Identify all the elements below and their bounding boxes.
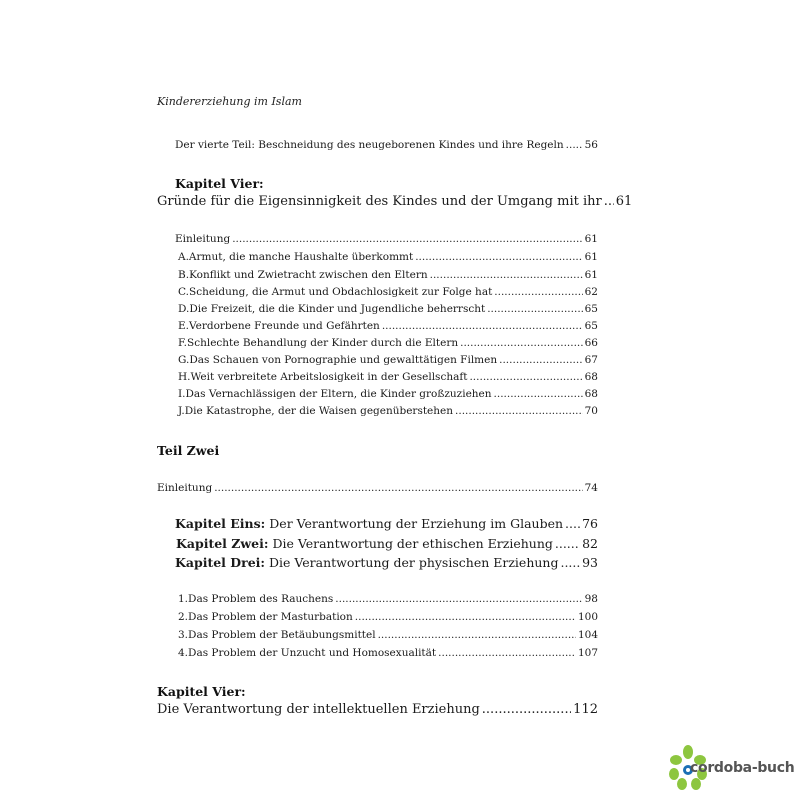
toc-page-number: 61 bbox=[584, 269, 598, 281]
toc-entry-marker: I. bbox=[178, 388, 186, 400]
toc-entry bbox=[178, 371, 598, 383]
dot-leader bbox=[565, 516, 580, 531]
toc-entry-text: Einleitung bbox=[175, 233, 231, 245]
toc-page-number: 107 bbox=[577, 647, 598, 659]
running-header: Kindererziehung im Islam bbox=[157, 95, 302, 108]
chapter-heading: Kapitel Vier: bbox=[175, 176, 264, 191]
toc-entry-text: Die Katastrophe, der die Waisen gegenüberstehen bbox=[184, 405, 454, 417]
toc-page-number: 74 bbox=[584, 482, 598, 494]
toc-page-number: 68 bbox=[584, 371, 598, 383]
toc-entry bbox=[178, 269, 598, 281]
toc-entry-text: Das Problem der Masturbation bbox=[188, 611, 353, 623]
toc-entry bbox=[157, 194, 633, 209]
toc-page-number: 61 bbox=[584, 233, 598, 245]
toc-entry-text: Konflikt und Zwietracht zwischen den Eltern bbox=[189, 269, 428, 281]
toc-page-number: 100 bbox=[577, 611, 598, 623]
dot-leader bbox=[415, 251, 582, 263]
toc-page-number: 62 bbox=[584, 286, 598, 298]
dot-leader bbox=[430, 269, 583, 281]
toc-page-number: 76 bbox=[582, 516, 598, 531]
toc-entry-text: Gründe für die Eigensinnigkeit des Kindes und der Umgang mit ihr bbox=[157, 194, 602, 209]
toc-page-number: 98 bbox=[584, 593, 598, 605]
toc-entry bbox=[178, 320, 598, 332]
toc-entry-marker: C. bbox=[178, 286, 189, 298]
toc-page-number: 65 bbox=[584, 320, 598, 332]
dot-leader bbox=[604, 194, 614, 209]
dot-leader bbox=[355, 611, 576, 623]
dot-leader bbox=[482, 702, 571, 717]
toc-page-number: 66 bbox=[584, 337, 598, 349]
toc-entry bbox=[178, 388, 598, 400]
toc-page-number: 61 bbox=[615, 194, 633, 209]
dot-leader bbox=[499, 354, 583, 366]
toc-entry-text: Die Verantwortung der ethischen Erziehung bbox=[268, 536, 553, 551]
toc-entry bbox=[157, 702, 598, 717]
dot-leader bbox=[487, 303, 582, 315]
toc-entry-marker: 2. bbox=[178, 611, 189, 623]
toc-entry bbox=[178, 611, 598, 623]
dot-leader bbox=[566, 139, 583, 151]
toc-entry-marker: H. bbox=[178, 371, 191, 383]
toc-entry bbox=[178, 593, 598, 605]
dot-leader bbox=[494, 286, 582, 298]
toc-entry-text: Die Verantwortung der physischen Erziehung bbox=[265, 555, 559, 570]
toc-page-number: 93 bbox=[582, 555, 598, 570]
toc-entry-marker: E. bbox=[178, 320, 190, 332]
part-heading: Teil Zwei bbox=[157, 443, 220, 458]
logo-text: cordoba-buch bbox=[690, 760, 795, 776]
toc-entry-marker: J. bbox=[178, 405, 185, 417]
toc-entry-text: Das Schauen von Pornographie und gewalttätigen Filmen bbox=[189, 354, 498, 366]
toc-entry bbox=[178, 405, 598, 417]
chapter-label: Kapitel Drei: bbox=[175, 555, 266, 570]
dot-leader bbox=[438, 647, 576, 659]
toc-entry-marker: B. bbox=[178, 269, 190, 281]
toc-entry bbox=[178, 337, 598, 349]
dot-leader bbox=[335, 593, 582, 605]
toc-page-number: 112 bbox=[573, 702, 598, 717]
dot-leader bbox=[455, 405, 583, 417]
toc-entry-marker: A. bbox=[178, 251, 189, 263]
dot-leader bbox=[378, 629, 576, 641]
toc-entry-marker: 4. bbox=[178, 647, 189, 659]
toc-entry-marker: 1. bbox=[178, 593, 189, 605]
toc-page-number: 68 bbox=[584, 388, 598, 400]
toc-entry-text: Verdorbene Freunde und Gefährten bbox=[189, 320, 380, 332]
dot-leader bbox=[460, 337, 583, 349]
dot-leader bbox=[469, 371, 582, 383]
toc-entry bbox=[176, 536, 598, 551]
toc-entry-marker: F. bbox=[178, 337, 187, 349]
toc-entry bbox=[178, 286, 598, 298]
toc-entry-text: Das Problem des Rauchens bbox=[188, 593, 334, 605]
toc-entry-text: Der vierte Teil: Beschneidung des neugeborenen Kindes und ihre Regeln bbox=[175, 139, 564, 151]
toc-entry-text: Der Verantwortung der Erziehung im Glauben bbox=[265, 516, 564, 531]
toc-page-number: 65 bbox=[584, 303, 598, 315]
toc-entry bbox=[178, 303, 598, 315]
toc-entry-marker: G. bbox=[178, 354, 190, 366]
chapter-heading: Kapitel Vier: bbox=[157, 684, 246, 699]
toc-entry-text: Das Problem der Betäubungsmittel bbox=[188, 629, 376, 641]
toc-entry-marker: 3. bbox=[178, 629, 189, 641]
toc-page-number: 82 bbox=[582, 536, 598, 551]
toc-entry-text: Die Freizeit, die die Kinder und Jugendliche beherrscht bbox=[189, 303, 486, 315]
toc-entry-text: Einleitung bbox=[157, 482, 213, 494]
toc-entry bbox=[178, 251, 598, 263]
chapter-label: Kapitel Eins: bbox=[175, 516, 266, 531]
toc-entry-text: Weit verbreitete Arbeitslosigkeit in der Gesellschaft bbox=[190, 371, 468, 383]
toc-entry-text: Das Problem der Unzucht und Homosexualität bbox=[188, 647, 437, 659]
toc-entry-text: Armut, die manche Haushalte überkommt bbox=[188, 251, 414, 263]
toc-entry bbox=[178, 354, 598, 366]
dot-leader bbox=[382, 320, 583, 332]
dot-leader bbox=[232, 233, 582, 245]
toc-page-number: 56 bbox=[584, 139, 598, 151]
dot-leader bbox=[494, 388, 583, 400]
toc-page-number: 61 bbox=[584, 251, 598, 263]
toc-entry-text: Scheidung, die Armut und Obdachlosigkeit zur Folge hat bbox=[189, 286, 493, 298]
dot-leader bbox=[214, 482, 582, 494]
dot-leader bbox=[560, 555, 580, 570]
toc-entry-text: Schlechte Behandlung der Kinder durch die Eltern bbox=[187, 337, 459, 349]
toc-page-number: 67 bbox=[584, 354, 598, 366]
toc-page-number: 104 bbox=[577, 629, 598, 641]
toc-entry-text: Das Vernachlässigen der Eltern, die Kinder großzuziehen bbox=[185, 388, 492, 400]
toc-entry bbox=[178, 647, 598, 659]
toc-entry-marker: D. bbox=[178, 303, 190, 315]
dot-leader bbox=[555, 536, 580, 551]
toc-entry bbox=[175, 555, 598, 570]
toc-entry bbox=[175, 516, 598, 531]
toc-entry bbox=[157, 482, 598, 494]
toc-entry bbox=[175, 139, 598, 151]
toc-entry bbox=[175, 233, 598, 245]
cordoba-buch-logo bbox=[668, 744, 796, 792]
chapter-label: Kapitel Zwei: bbox=[176, 536, 269, 551]
toc-entry bbox=[178, 629, 598, 641]
toc-page-number: 70 bbox=[584, 405, 598, 417]
toc-entry-text: Die Verantwortung der intellektuellen Erziehung bbox=[157, 702, 480, 717]
